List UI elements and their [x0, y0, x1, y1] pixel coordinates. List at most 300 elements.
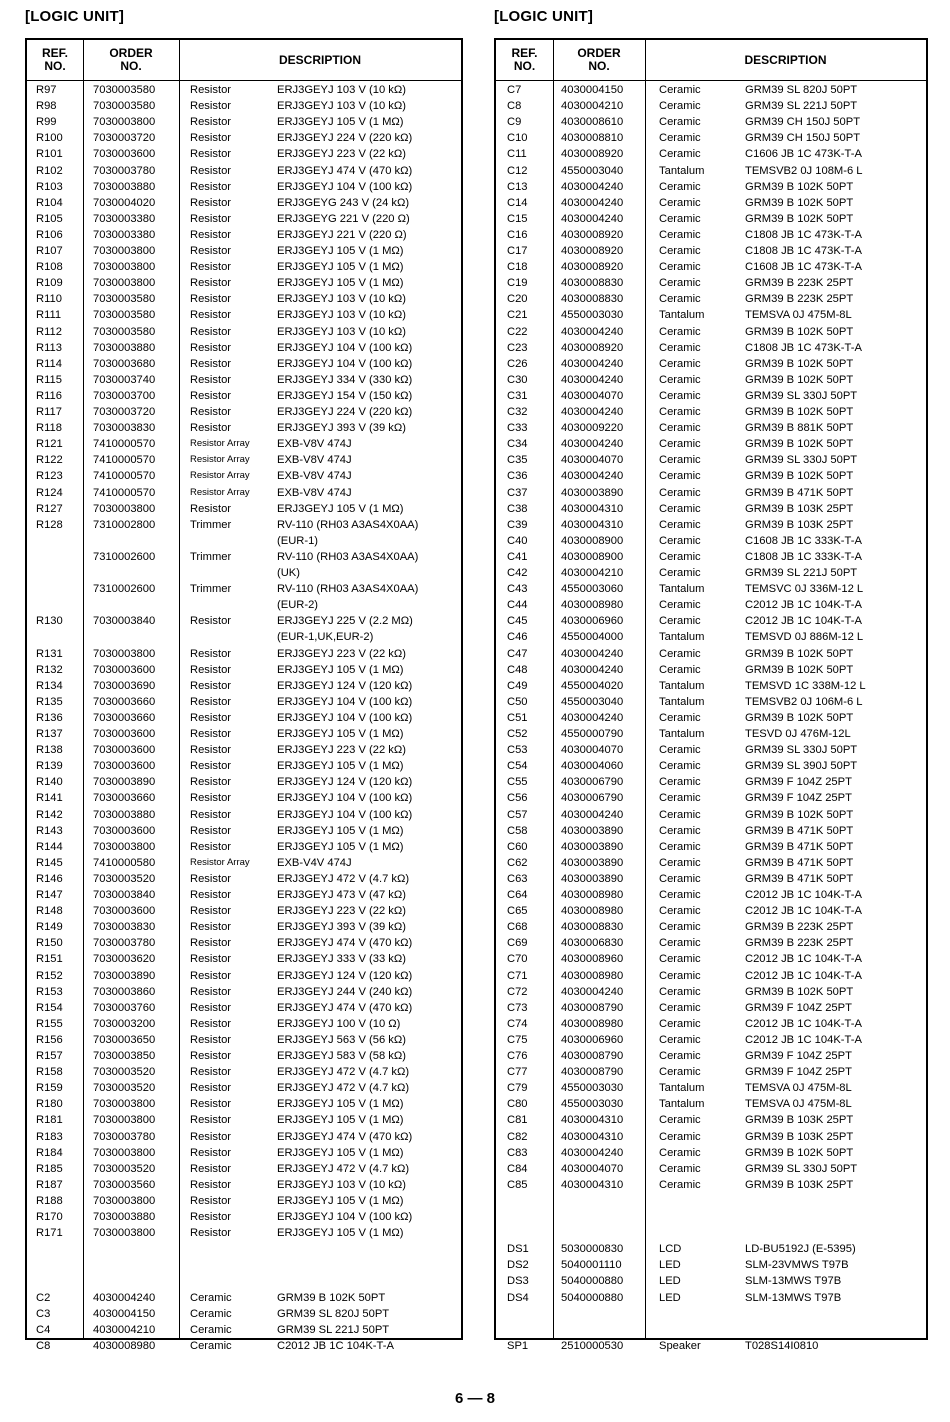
- part-order-no: 7030003880: [93, 808, 156, 821]
- part-description: ERJ3GEYJ 224 V (220 kΩ): [277, 406, 413, 418]
- part-description: GRM39 F 104Z 25PT: [745, 776, 852, 789]
- part-order-no: 7310002800: [93, 518, 156, 531]
- part-order-no: 7030003800: [93, 277, 156, 290]
- part-ref-no: R97: [36, 84, 57, 96]
- part-ref-no: C21: [507, 309, 528, 322]
- table-row: [496, 629, 926, 645]
- part-description: EXB-V4V 474J: [277, 856, 352, 869]
- part-ref-no: DS3: [507, 1275, 529, 1288]
- part-type: Tantalum: [659, 164, 705, 177]
- table-row: [496, 1016, 926, 1032]
- part-type: Ceramic: [659, 889, 701, 901]
- table-row: [496, 275, 926, 291]
- part-order-no: 7030003600: [93, 760, 156, 773]
- part-ref-no: R144: [36, 840, 63, 853]
- part-type: Resistor: [190, 309, 232, 322]
- part-ref-no: R150: [36, 937, 63, 950]
- part-order-no: 4030008900: [561, 534, 624, 547]
- part-type: Tantalum: [659, 309, 705, 322]
- part-order-no: 4030004240: [561, 808, 624, 821]
- table-row: [27, 1048, 461, 1064]
- part-type: Ceramic: [659, 872, 701, 885]
- part-ref-no: R110: [36, 293, 62, 306]
- part-ref-no: C58: [507, 824, 528, 837]
- table-row: [27, 629, 461, 645]
- part-order-no: 4030004070: [561, 389, 624, 402]
- part-ref-no: C82: [507, 1130, 528, 1143]
- part-type: Resistor: [190, 389, 232, 402]
- part-ref-no: R121: [36, 438, 63, 451]
- part-description: GRM39 B 471K 50PT: [745, 840, 854, 853]
- part-description: GRM39 B 102K 50PT: [745, 325, 854, 338]
- part-ref-no: C33: [507, 422, 528, 435]
- table-row: [496, 1209, 926, 1225]
- part-order-no: 4550000790: [561, 728, 624, 740]
- part-type: Resistor: [190, 1227, 232, 1240]
- part-order-no: 7030003800: [93, 245, 156, 257]
- table-row: [496, 1064, 926, 1080]
- table-row: [27, 1000, 461, 1016]
- left-description-header: DESCRIPTION: [278, 52, 361, 67]
- part-order-no: 4030008980: [561, 969, 624, 982]
- part-type: Ceramic: [659, 921, 701, 934]
- part-ref-no: R118: [36, 422, 62, 435]
- part-description: GRM39 B 102K 50PT: [745, 373, 854, 386]
- part-description: ERJ3GEYJ 124 V (120 kΩ): [277, 679, 413, 692]
- part-order-no: 4030004060: [561, 760, 624, 773]
- part-ref-no: C44: [507, 599, 528, 612]
- part-order-no: 4030008980: [561, 599, 624, 612]
- part-ref-no: R181: [36, 1114, 63, 1127]
- part-order-no: 4030004240: [561, 212, 624, 225]
- part-type: Ceramic: [659, 615, 701, 628]
- part-order-no: 4030004240: [561, 647, 624, 660]
- part-type: Tantalum: [659, 1082, 705, 1095]
- part-order-no: 7310002600: [93, 583, 156, 596]
- part-order-no: 4030008790: [561, 1050, 624, 1062]
- table-row: [27, 259, 461, 275]
- part-description: C1808 JB 1C 333K-T-A: [745, 550, 862, 563]
- table-row: [496, 871, 926, 887]
- part-type: Resistor: [190, 132, 232, 145]
- part-order-no: 4030004310: [561, 518, 624, 531]
- part-ref-no: C16: [507, 228, 528, 241]
- part-description: EXB-V8V 474J: [277, 454, 352, 467]
- part-order-no: 7030003580: [93, 293, 156, 306]
- part-description: ERJ3GEYJ 103 V (10 kΩ): [277, 325, 406, 338]
- part-type: Resistor: [190, 164, 232, 177]
- part-ref-no: C32: [507, 406, 528, 418]
- part-type: Ceramic: [659, 486, 701, 499]
- part-description: ERJ3GEYG 243 V (24 kΩ): [277, 196, 410, 209]
- part-type: Ceramic: [659, 422, 701, 435]
- table-row: [27, 903, 461, 919]
- right-ref-no-header: REF. NO.: [511, 46, 538, 73]
- part-ref-no: R154: [36, 1001, 63, 1014]
- part-type: Ceramic: [659, 245, 701, 257]
- part-order-no: 7030003580: [93, 325, 156, 338]
- part-type: Ceramic: [190, 1291, 232, 1304]
- part-order-no: 5030000830: [561, 1243, 624, 1256]
- part-type: Resistor: [190, 953, 232, 966]
- part-order-no: 5040000880: [561, 1291, 624, 1304]
- part-order-no: 7030004020: [93, 196, 156, 209]
- part-description: RV-110 (RH03 A3AS4X0AA): [277, 583, 419, 596]
- table-row: [496, 307, 926, 323]
- part-description: ERJ3GEYJ 105 V (1 MΩ): [277, 1227, 404, 1240]
- part-ref-no: R111: [36, 309, 62, 322]
- part-description: TEMSVA 0J 475M-8L: [745, 1082, 852, 1095]
- part-description: C1608 JB 1C 473K-T-A: [745, 261, 862, 274]
- part-ref-no: R152: [36, 969, 63, 982]
- table-row: [27, 839, 461, 855]
- part-type: Ceramic: [659, 228, 701, 241]
- table-row: [27, 935, 461, 951]
- table-row: [496, 903, 926, 919]
- part-order-no: 7030003850: [93, 1050, 156, 1062]
- part-ref-no: C71: [507, 969, 528, 982]
- part-order-no: 7030003660: [93, 695, 156, 708]
- part-ref-no: R109: [36, 277, 63, 290]
- table-row: [496, 887, 926, 903]
- part-type: Resistor: [190, 921, 232, 934]
- part-type: Resistor: [190, 1017, 232, 1030]
- table-row: [496, 855, 926, 871]
- table-row: [27, 1209, 461, 1225]
- table-row: [496, 807, 926, 823]
- part-order-no: 4550003030: [561, 1082, 624, 1095]
- part-ref-no: R155: [36, 1017, 63, 1030]
- part-type: Ceramic: [659, 196, 701, 209]
- table-row: [27, 726, 461, 742]
- part-description: C2012 JB 1C 104K-T-A: [745, 953, 862, 966]
- table-row: [496, 98, 926, 114]
- part-ref-no: C68: [507, 921, 528, 934]
- part-order-no: 7030003720: [93, 406, 156, 418]
- part-description: ERJ3GEYJ 225 V (2.2 MΩ): [277, 615, 413, 628]
- part-ref-no: C26: [507, 357, 528, 370]
- part-order-no: 4030003890: [561, 856, 624, 869]
- part-ref-no: R135: [36, 695, 63, 708]
- part-order-no: 4030003890: [561, 840, 624, 853]
- part-description: ERJ3GEYJ 393 V (39 kΩ): [277, 921, 406, 934]
- part-type: Ceramic: [659, 953, 701, 966]
- part-order-no: 4030008830: [561, 293, 624, 306]
- part-ref-no: R141: [36, 792, 63, 805]
- part-ref-no: C9: [507, 116, 522, 129]
- part-description: ERJ3GEYJ 474 V (470 kΩ): [277, 1001, 413, 1014]
- table-row: [496, 1273, 926, 1289]
- part-type: Ceramic: [659, 1033, 701, 1046]
- part-ref-no: R147: [36, 889, 63, 901]
- part-ref-no: C36: [507, 470, 528, 483]
- part-order-no: 5040001110: [561, 1259, 622, 1272]
- part-type: Ceramic: [659, 647, 701, 660]
- part-description: ERJ3GEYJ 104 V (100 kΩ): [277, 695, 413, 708]
- part-type: Resistor: [190, 373, 232, 386]
- part-type: Resistor: [190, 1178, 232, 1191]
- table-row: [496, 774, 926, 790]
- part-order-no: 4030004070: [561, 454, 624, 467]
- part-description: ERJ3GEYJ 333 V (33 kΩ): [277, 953, 406, 966]
- table-row: [496, 340, 926, 356]
- part-description: ERJ3GEYJ 472 V (4.7 kΩ): [277, 1066, 410, 1079]
- table-row: [496, 1145, 926, 1161]
- part-ref-no: C62: [507, 856, 528, 869]
- part-type: Resistor: [190, 1146, 232, 1159]
- table-row: [27, 662, 461, 678]
- part-ref-no: R153: [36, 985, 63, 998]
- part-ref-no: C73: [507, 1001, 528, 1014]
- table-row: [27, 1080, 461, 1096]
- part-type: Ceramic: [659, 808, 701, 821]
- part-description: GRM39 F 104Z 25PT: [745, 1050, 852, 1062]
- part-ref-no: R146: [36, 872, 63, 885]
- table-row: [27, 1306, 461, 1322]
- part-ref-no: R98: [36, 100, 57, 113]
- part-description: GRM39 B 103K 25PT: [745, 518, 854, 531]
- part-ref-no: R100: [36, 132, 63, 145]
- table-row: [496, 163, 926, 179]
- table-row: [27, 758, 461, 774]
- part-description: GRM39 B 102K 50PT: [745, 357, 854, 370]
- part-ref-no: C57: [507, 808, 528, 821]
- table-row: [27, 1096, 461, 1112]
- part-type: Ceramic: [659, 599, 701, 612]
- part-description: GRM39 B 102K 50PT: [745, 647, 854, 660]
- part-ref-no: C55: [507, 776, 528, 789]
- part-description: ERJ3GEYJ 104 V (100 kΩ): [277, 1211, 413, 1223]
- table-row: [496, 324, 926, 340]
- part-order-no: 2510000530: [561, 1339, 624, 1352]
- part-description: GRM39 B 102K 50PT: [745, 212, 854, 225]
- part-type: Resistor: [190, 422, 232, 435]
- part-type: Ceramic: [659, 840, 701, 853]
- part-type: Resistor Array: [190, 486, 250, 498]
- part-order-no: 7030003800: [93, 647, 156, 660]
- table-row: [27, 420, 461, 436]
- part-order-no: 7030003800: [93, 261, 156, 274]
- part-type: Resistor: [190, 341, 232, 354]
- table-row: [27, 243, 461, 259]
- right-parts-table: [494, 38, 928, 1352]
- part-order-no: 4030008920: [561, 148, 624, 161]
- part-description: RV-110 (RH03 A3AS4X0AA): [277, 550, 419, 563]
- part-ref-no: C83: [507, 1146, 528, 1159]
- part-type: Resistor: [190, 808, 232, 821]
- part-order-no: 7410000580: [93, 856, 156, 869]
- part-description: (EUR-2): [277, 599, 319, 612]
- part-type: Trimmer: [190, 518, 232, 531]
- part-type: Ceramic: [659, 905, 701, 918]
- part-order-no: 4030004310: [561, 1114, 624, 1127]
- left-table-body: [27, 82, 461, 1352]
- part-ref-no: R116: [36, 389, 62, 402]
- part-ref-no: C8: [507, 100, 522, 113]
- table-row: [496, 517, 926, 533]
- part-type: Ceramic: [659, 1050, 701, 1062]
- part-ref-no: R136: [36, 711, 63, 724]
- part-description: GRM39 B 102K 50PT: [745, 711, 854, 724]
- table-row: [496, 549, 926, 565]
- part-description: C2012 JB 1C 104K-T-A: [745, 905, 862, 918]
- part-description: ERJ3GEYJ 103 V (10 kΩ): [277, 100, 406, 113]
- part-ref-no: C38: [507, 502, 528, 515]
- left-section-title: [LOGIC UNIT]: [25, 8, 125, 25]
- table-row: [27, 807, 461, 823]
- table-row: [496, 968, 926, 984]
- part-type: Resistor: [190, 937, 232, 950]
- part-description: ERJ3GEYJ 223 V (22 kΩ): [277, 744, 406, 757]
- part-ref-no: C43: [507, 583, 528, 596]
- table-row: [496, 404, 926, 420]
- table-row: [27, 1225, 461, 1241]
- part-type: Resistor: [190, 1033, 232, 1046]
- part-type: Ceramic: [659, 856, 701, 869]
- part-ref-no: C60: [507, 840, 528, 853]
- table-row: [27, 646, 461, 662]
- part-order-no: 7030003680: [93, 357, 156, 370]
- part-order-no: 4030008610: [561, 116, 624, 129]
- part-order-no: 4550003060: [561, 583, 624, 596]
- table-row: [496, 485, 926, 501]
- table-row: [496, 597, 926, 613]
- table-row: [27, 468, 461, 484]
- part-order-no: 7030003890: [93, 776, 156, 789]
- part-ref-no: C69: [507, 937, 528, 950]
- part-ref-no: C76: [507, 1050, 528, 1062]
- part-ref-no: C49: [507, 679, 528, 692]
- part-description: (EUR-1): [277, 534, 319, 547]
- part-order-no: 7030003830: [93, 921, 156, 934]
- part-description: TEMSVA 0J 475M-8L: [745, 1098, 852, 1111]
- part-description: C2012 JB 1C 104K-T-A: [745, 889, 862, 901]
- part-ref-no: R114: [36, 357, 62, 370]
- table-row: [27, 275, 461, 291]
- part-ref-no: C52: [507, 728, 528, 740]
- part-description: ERJ3GEYJ 103 V (10 kΩ): [277, 293, 406, 306]
- part-type: Resistor: [190, 615, 232, 628]
- part-ref-no: DS1: [507, 1243, 529, 1256]
- table-row: [27, 485, 461, 501]
- table-row: [27, 307, 461, 323]
- part-description: ERJ3GEYJ 103 V (10 kΩ): [277, 1178, 406, 1191]
- table-row: [27, 968, 461, 984]
- right-section-title: [LOGIC UNIT]: [494, 8, 594, 25]
- part-description: C2012 JB 1C 104K-T-A: [745, 599, 862, 612]
- part-ref-no: C13: [507, 180, 528, 193]
- table-row: [496, 1096, 926, 1112]
- part-ref-no: R122: [36, 454, 63, 467]
- part-type: Ceramic: [659, 373, 701, 386]
- part-order-no: 7030003840: [93, 615, 156, 628]
- part-type: Resistor: [190, 679, 232, 692]
- part-type: Ceramic: [659, 1130, 701, 1143]
- part-description: GRM39 SL 390J 50PT: [745, 760, 858, 773]
- part-order-no: 4030004240: [561, 373, 624, 386]
- table-row: [496, 227, 926, 243]
- table-row: [496, 1048, 926, 1064]
- part-type: Resistor: [190, 1098, 232, 1111]
- part-type: Ceramic: [659, 470, 701, 483]
- part-order-no: 4030003890: [561, 486, 624, 499]
- table-row: [27, 984, 461, 1000]
- part-order-no: 4030006790: [561, 776, 624, 789]
- part-type: Tantalum: [659, 695, 705, 708]
- part-description: GRM39 B 223K 25PT: [745, 937, 854, 950]
- table-row: [496, 984, 926, 1000]
- part-description: ERJ3GEYJ 105 V (1 MΩ): [277, 277, 404, 290]
- part-type: Resistor: [190, 711, 232, 724]
- part-description: ERJ3GEYJ 334 V (330 kΩ): [277, 373, 413, 386]
- part-type: Resistor: [190, 985, 232, 998]
- part-description: C1608 JB 1C 333K-T-A: [745, 534, 862, 547]
- part-ref-no: R101: [36, 148, 63, 161]
- part-order-no: 4030004210: [561, 100, 624, 113]
- part-ref-no: C45: [507, 615, 528, 628]
- part-ref-no: C65: [507, 905, 528, 918]
- part-description: ERJ3GEYJ 105 V (1 MΩ): [277, 261, 404, 274]
- part-order-no: 7030003780: [93, 937, 156, 950]
- table-row: [27, 710, 461, 726]
- part-ref-no: C50: [507, 695, 528, 708]
- part-order-no: 4030004240: [561, 711, 624, 724]
- part-type: Resistor: [190, 760, 232, 773]
- part-ref-no: R180: [36, 1098, 63, 1111]
- part-order-no: 4030008920: [561, 245, 624, 257]
- part-type: Resistor: [190, 357, 232, 370]
- part-description: ERJ3GEYJ 124 V (120 kΩ): [277, 969, 413, 982]
- part-type: Resistor: [190, 245, 232, 257]
- part-description: C2012 JB 1C 104K-T-A: [277, 1339, 394, 1352]
- table-row: [27, 452, 461, 468]
- part-order-no: 7030003880: [93, 1211, 156, 1223]
- table-row: [27, 1257, 461, 1273]
- part-ref-no: R124: [36, 486, 63, 499]
- part-type: Resistor: [190, 824, 232, 837]
- table-row: [496, 710, 926, 726]
- part-order-no: 4030003890: [561, 872, 624, 885]
- part-order-no: 7030003520: [93, 1066, 156, 1079]
- part-ref-no: R127: [36, 502, 63, 515]
- part-type: Resistor: [190, 792, 232, 805]
- table-row: [27, 533, 461, 549]
- table-row: [496, 823, 926, 839]
- part-description: GRM39 B 471K 50PT: [745, 486, 854, 499]
- table-row: [27, 82, 461, 98]
- part-description: GRM39 B 102K 50PT: [277, 1291, 386, 1304]
- part-ref-no: C48: [507, 663, 528, 676]
- part-ref-no: R117: [36, 406, 62, 418]
- part-ref-no: C74: [507, 1017, 528, 1030]
- part-order-no: 7030003780: [93, 164, 156, 177]
- part-type: Ceramic: [659, 518, 701, 531]
- part-ref-no: C56: [507, 792, 528, 805]
- table-row: [496, 420, 926, 436]
- part-type: Ceramic: [659, 760, 701, 773]
- table-row: [27, 871, 461, 887]
- part-description: GRM39 B 103K 25PT: [745, 1130, 854, 1143]
- part-order-no: 4030008980: [561, 1017, 624, 1030]
- part-description: GRM39 B 102K 50PT: [745, 663, 854, 676]
- table-row: [27, 324, 461, 340]
- part-order-no: 7030003740: [93, 373, 156, 386]
- part-description: ERJ3GEYJ 472 V (4.7 kΩ): [277, 872, 410, 885]
- part-description: ERJ3GEYJ 105 V (1 MΩ): [277, 1098, 404, 1111]
- part-order-no: 4030004150: [561, 84, 624, 96]
- part-description: ERJ3GEYJ 474 V (470 kΩ): [277, 164, 413, 177]
- part-ref-no: R137: [36, 728, 63, 740]
